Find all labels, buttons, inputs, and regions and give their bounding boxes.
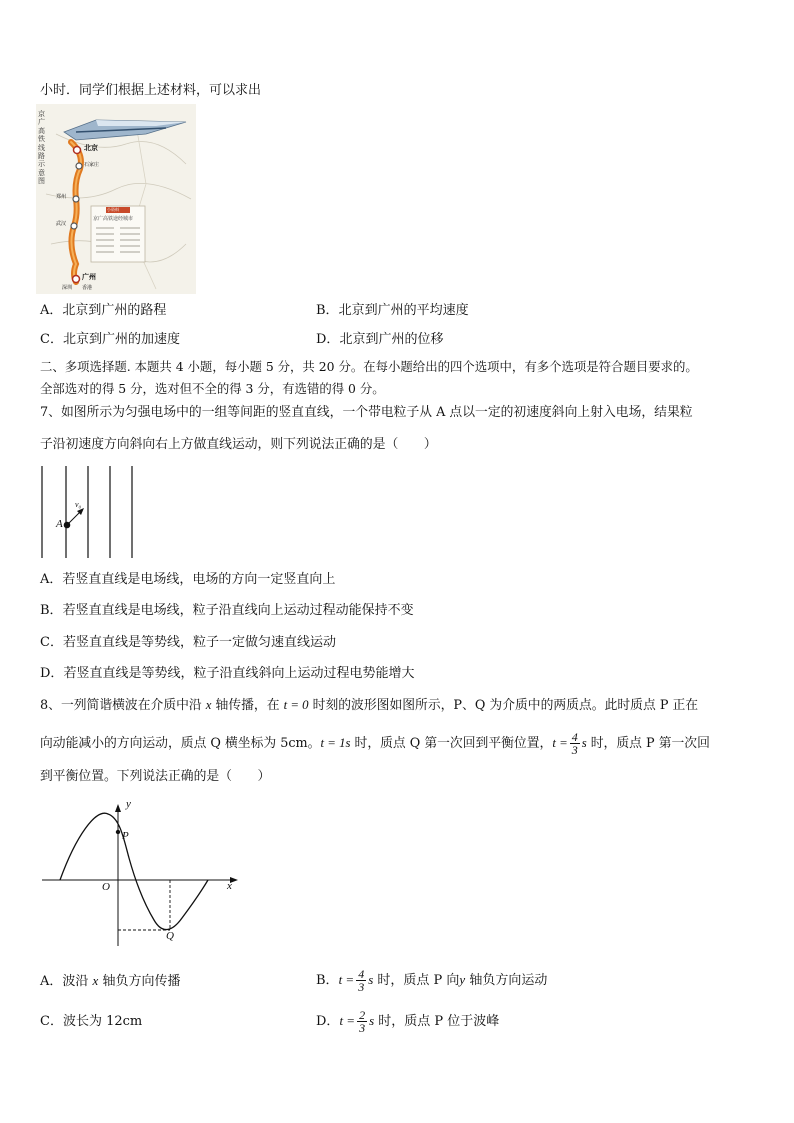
city-shenzhen: 深圳 — [62, 285, 73, 291]
city-hongkong: 香港 — [82, 285, 93, 291]
info-box-title: 京广高铁途经城市 — [93, 216, 134, 222]
q8-option-a: A．波沿 x 轴负方向传播 — [40, 973, 181, 989]
q7-stem-line2: 子沿初速度方向斜向右上方做直线运动，则下列说法正确的是（ ） — [40, 437, 437, 452]
q6-option-d: D．北京到广州的位移 — [316, 332, 444, 347]
q8-option-c: C．波长为 12cm — [40, 1014, 143, 1029]
info-box-header: 小资料 — [107, 207, 119, 212]
point-a-label: A — [56, 518, 63, 530]
q8-stem-line2: 向动能减小的方向运动，质点 Q 横坐标为 5cm。t = 1s 时，质点 Q 第一次回到平衡位置，t = $\frac{4}{3}$ s 时，质点 P 第一次回 — [40, 730, 710, 757]
map-side-title: 京 广 高 铁 线 路 示 意 图 — [38, 110, 45, 186]
q8-stem-line1: 8、一列简谐横波在介质中沿 x 轴传播，在 t = 0 时刻的波形图如图所示，P、Q 为介质中的两质点。此时质点 P 正在 — [40, 698, 699, 713]
velocity-label: v₀ — [75, 500, 82, 509]
q7-option-a: A．若竖直直线是电场线，电场的方向一定竖直向上 — [40, 572, 336, 587]
city-shijiazhuang: 石家庄 — [84, 162, 100, 168]
q8-option-d: D．t = $\frac{2}{3}$ s 时，质点 P 位于波峰 — [316, 1008, 500, 1035]
x-axis-label: x — [227, 880, 232, 892]
y-axis-label: y — [126, 798, 131, 810]
q7-option-c: C．若竖直直线是等势线，粒子一定做匀速直线运动 — [40, 635, 336, 650]
point-q-label: Q — [166, 930, 174, 942]
city-zhengzhou: 郑州 — [56, 194, 67, 200]
q7-stem-line1: 7、如图所示为匀强电场中的一组等间距的竖直直线，一个带电粒子从 A 点以一定的初速度斜向上射入电场，结果粒 — [40, 405, 693, 420]
q7-option-b: B．若竖直直线是电场线，粒子沿直线向上运动过程动能保持不变 — [40, 603, 414, 618]
q8-option-b: B．t = $\frac{4}{3}$ s 时，质点 P 向y 轴负方向运动 — [316, 967, 548, 994]
origin-label: O — [102, 881, 110, 893]
q7-field-lines-figure — [38, 464, 138, 560]
q8-wave-figure — [38, 800, 248, 950]
q6-option-a: A．北京到广州的路程 — [40, 303, 167, 318]
section2-line2: 全部选对的得 5 分，选对但不全的得 3 分，有选错的得 0 分。 — [40, 381, 385, 396]
q6-option-b: B．北京到广州的平均速度 — [316, 303, 469, 318]
intro-line: 小时．同学们根据上述材料，可以求出 — [40, 83, 262, 98]
rail-map-figure — [36, 104, 196, 294]
point-p-label: P — [122, 830, 129, 842]
q7-option-d: D．若竖直直线是等势线，粒子沿直线斜向上运动过程电势能增大 — [40, 666, 415, 681]
city-beijing: 北京 — [84, 144, 98, 152]
city-wuhan: 武汉 — [56, 221, 67, 227]
q6-option-c: C．北京到广州的加速度 — [40, 332, 180, 347]
section2-line1: 二、多项选择题. 本题共 4 小题，每小题 5 分，共 20 分。在每小题给出的四个选项中，有多个选项是符合题目要求的。 — [40, 359, 698, 374]
q8-stem-line3: 到平衡位置。下列说法正确的是（ ） — [40, 769, 271, 784]
city-guangzhou: 广州 — [82, 273, 96, 281]
